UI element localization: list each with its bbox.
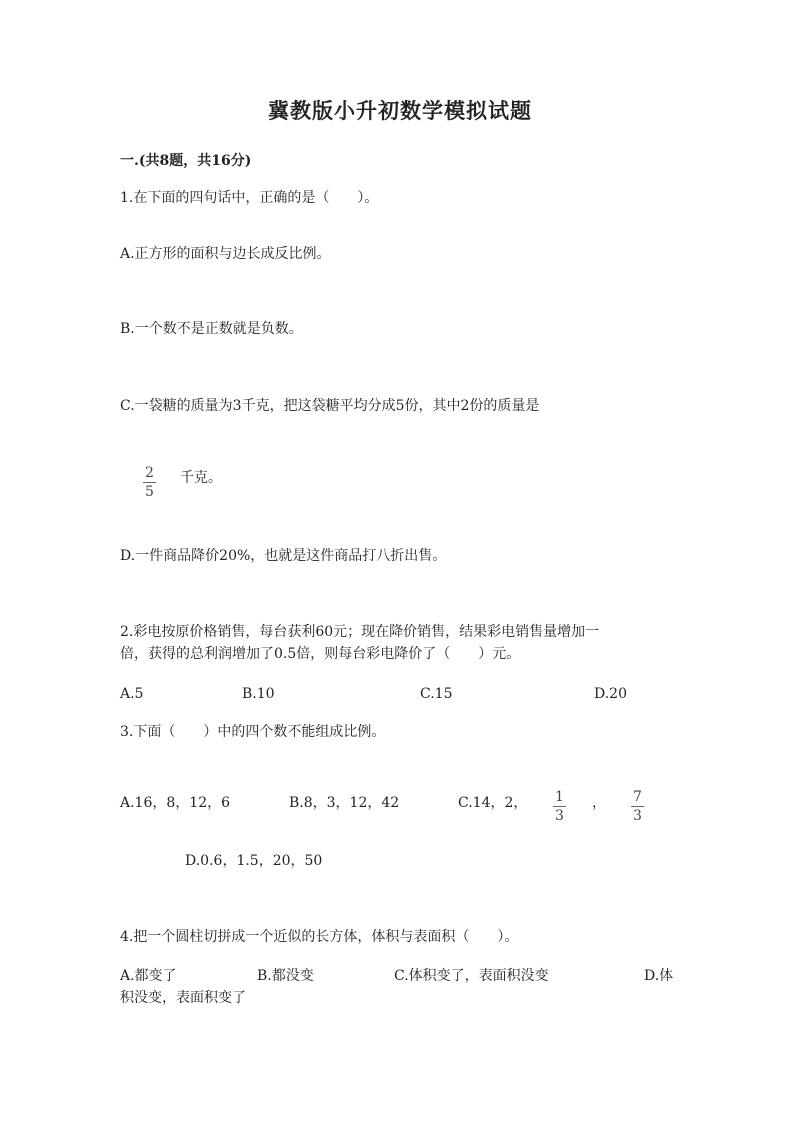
question-1-option-c: C.一袋糖的质量为3千克，把这袋糖平均分成5份，其中2份的质量是 bbox=[120, 398, 540, 414]
fraction-denominator: 5 bbox=[145, 484, 154, 500]
question-3-option-c-separator: ， bbox=[592, 795, 606, 811]
fraction-denominator: 3 bbox=[633, 808, 642, 824]
question-2-option-d: D.20 bbox=[594, 686, 627, 702]
question-1-option-a: A.正方形的面积与边长成反比例。 bbox=[120, 246, 331, 262]
question-1-option-c-unit: 千克。 bbox=[180, 470, 222, 486]
question-4-option-d-continued: 积没变，表面积变了 bbox=[120, 990, 246, 1006]
question-1-option-d: D.一件商品降价20%，也就是这件商品打八折出售。 bbox=[120, 548, 447, 564]
question-2-option-b: B.10 bbox=[242, 686, 275, 702]
section-heading: 一.(共8题，共16分) bbox=[120, 153, 252, 169]
page-title: 冀教版小升初数学模拟试题 bbox=[268, 98, 532, 123]
question-2-option-c: C.15 bbox=[420, 686, 453, 702]
question-4-option-b: B.都没变 bbox=[257, 968, 314, 984]
question-4-stem: 4.把一个圆柱切拼成一个近似的长方体，体积与表面积（ ）。 bbox=[120, 929, 519, 945]
question-4-option-d: D.体 bbox=[644, 968, 674, 984]
question-3-option-c-fraction-1 bbox=[553, 786, 566, 824]
fraction-denominator: 3 bbox=[555, 808, 564, 824]
fraction-numerator: 1 bbox=[555, 789, 564, 805]
question-1-option-c-fraction bbox=[143, 462, 156, 500]
question-3-option-a: A.16，8，12，6 bbox=[120, 795, 231, 811]
question-3-option-b: B.8，3，12，42 bbox=[289, 795, 400, 811]
question-3-option-d: D.0.6，1.5，20，50 bbox=[185, 853, 323, 869]
fraction-numerator: 2 bbox=[145, 465, 154, 481]
question-3-stem: 3.下面（ ）中的四个数不能组成比例。 bbox=[120, 724, 386, 740]
question-1-option-b: B.一个数不是正数就是负数。 bbox=[120, 321, 303, 337]
question-4-option-a: A.都变了 bbox=[120, 968, 177, 984]
question-2-option-a: A.5 bbox=[120, 686, 144, 702]
question-3-option-c-fraction-2 bbox=[631, 786, 644, 824]
fraction-numerator: 7 bbox=[633, 789, 642, 805]
question-2-stem-line-2: 倍，获得的总利润增加了0.5倍，则每台彩电降价了（ ）元。 bbox=[120, 646, 521, 662]
question-3-option-c: C.14，2， bbox=[458, 795, 528, 811]
question-1-stem: 1.在下面的四句话中，正确的是（ ）。 bbox=[120, 190, 379, 206]
question-2-stem-line-1: 2.彩电按原价格销售，每台获利60元；现在降价销售，结果彩电销售量增加一 bbox=[120, 624, 600, 640]
question-4-option-c: C.体积变了，表面积没变 bbox=[394, 968, 549, 984]
